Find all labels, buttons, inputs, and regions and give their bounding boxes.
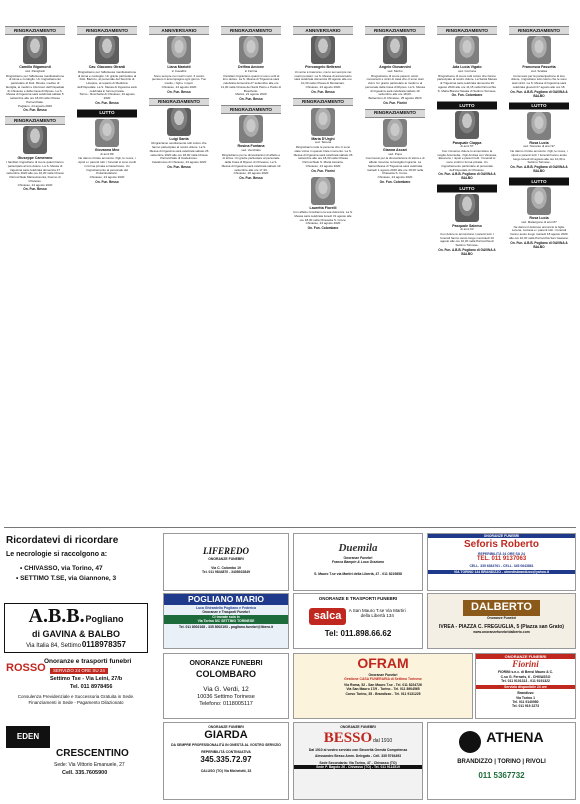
ad-pogliano — [163, 593, 289, 649]
ad-liferedo-sub: ONORANZE FUNEBRI — [208, 557, 244, 562]
notice-text: Commossi per la dimostrazione di stima e di affetto ricevuta, la famiglia ringrazia. La Santa Messa di Trigesima sarà celebrata martedì 1 agosto 2020 alle ore 18,00 nella Chiesetta S. Croce. — [365, 156, 425, 176]
ad-brand2-tel2: Tel. 011 919 2273 — [511, 704, 540, 708]
notice-header: RINGRAZIAMENTO — [437, 26, 497, 35]
ad-ofram — [293, 653, 473, 719]
deceased-name: Delfina Amione — [237, 65, 265, 70]
portrait-photo — [455, 194, 479, 222]
ad-giarda-line1: REPERIBILITÀ CONTINUATIVA — [201, 750, 251, 755]
notice-header: RINGRAZIAMENTO — [5, 26, 65, 35]
ad-duemila — [293, 533, 423, 591]
notice-header: LUTTO — [509, 102, 569, 111]
obituary-notice — [509, 102, 569, 174]
notice-header: RINGRAZIAMENTO — [149, 98, 209, 107]
deceased-name: Pasquale Salemo — [452, 223, 482, 228]
ad-pogliano-phone: Tel. 011 8002168 - 335 8002193 - pogliano.funebri@libero.it — [178, 624, 274, 629]
obituary-notice — [149, 98, 209, 169]
deceased-name: Maria D'Urghi — [311, 136, 335, 141]
ad-salca-phone: Tel: 011.898.66.62 — [324, 629, 392, 639]
deceased-name: Cav. Giacomo Girardi — [88, 65, 126, 70]
notice-header: RINGRAZIAMENTO — [365, 109, 425, 118]
deceased-name: Giovanna Meo — [94, 148, 120, 153]
deceased-name: Giuseppe Camerano — [17, 155, 53, 160]
ad-ricordatevi-line1: • CHIVASSO, via Torino, 47 — [20, 565, 103, 573]
deceased-name: Liana Mariotti — [167, 65, 191, 70]
ad-fiorini-title: ONORANZE FUNEBRI — [476, 654, 575, 659]
ad-seforis-brand: Seforis Roberto — [463, 539, 539, 551]
ad-fiorini-line3: Tel. 011 9101313 - 011 9191322 — [501, 678, 550, 683]
notice-header: LUTTO — [77, 109, 137, 118]
ad-seforis-title: ONORANZE FUNEBRI — [428, 534, 575, 538]
ad-seforis — [427, 533, 576, 591]
notice-text: Con affetto ricordiamo la sua dolcezza. La S. Messa sarà celebrata lunedì 31 agosto alle ore 18,00 nella Chiesetta S. Croce. — [293, 210, 353, 222]
deceased-subtitle: di anni 57 — [460, 144, 474, 149]
ad-ofram-line4: Corso Torino, 35 - Brandizzo - Tel. 011 9131225 — [345, 691, 421, 696]
notice-header: RINGRAZIAMENTO — [365, 26, 425, 35]
ad-colombaro-town: 10036 Settimo Torinese — [197, 694, 255, 701]
obituary-notice — [509, 177, 569, 249]
portrait-photo — [455, 36, 479, 64]
ad-rosso-addr: Settimo Tse - Via Leini, 27/b — [50, 676, 123, 682]
ad-colombaro-title: ONORANZE FUNEBRI — [189, 660, 263, 667]
ad-colombaro — [163, 653, 289, 719]
notice-header: LUTTO — [437, 101, 497, 110]
obituary-notice — [149, 26, 209, 94]
notice-place-date: Chivasso, 24 agosto 2020 — [89, 175, 125, 180]
ad-rosso-note: Consulenza Previdenziale e Successoria Gratuita in Sede. Finanziamenti in Sede - Pagamento Dilazionato — [17, 694, 135, 705]
notice-text: Sono sempre nei nostri cuori. Il nostro pensiero ti accompagna ogni giorno. Tuo marito, i figli e i nipoti. — [151, 73, 207, 86]
funeral-home-name: On. Fun. Colombaro — [379, 179, 411, 184]
portrait-photo — [311, 108, 335, 136]
funeral-home-name: On. Fun. Besso — [239, 97, 263, 102]
ad-salca-brand: salca — [309, 608, 347, 626]
deceased-name: Rosa Lucia — [529, 140, 549, 145]
notice-header: RINGRAZIAMENTO — [5, 116, 65, 125]
ad-abb-name: di GAVINA & BALBO — [32, 629, 120, 639]
notice-place-date: Pogliano, 24 agosto 2020 — [17, 103, 53, 108]
ad-colombaro-addr: Via G. Verdi, 12 — [203, 686, 249, 693]
deceased-name: Francesca Fassetta — [522, 65, 556, 70]
ad-ricordatevi-line2: • SETTIMO T.SE, via Giannone, 3 — [16, 575, 117, 583]
funeral-home-name: On. Fun. Besso — [23, 108, 47, 113]
obituary-column — [76, 26, 138, 188]
funeral-home-name: On. Fun. A.B.B. Pogliano di GAVINA & BALBO — [510, 240, 568, 249]
obituary-notice — [509, 26, 569, 98]
deceased-subtitle: ved. Morbo — [387, 68, 403, 73]
funeral-home-name: On. Fun. Besso — [167, 89, 191, 94]
portrait-photo — [311, 177, 335, 205]
ad-duemila-brand: Duemila — [338, 542, 378, 554]
ad-abb-town: Pogliano — [85, 614, 124, 624]
deceased-subtitle: ved. Corriuna — [457, 68, 476, 73]
deceased-subtitle: di anni 63 — [460, 227, 474, 232]
obituary-column — [292, 26, 354, 234]
ad-colombaro-brand: COLOMBARO — [196, 668, 256, 679]
ad-athena-phone: 011 5367732 — [478, 770, 525, 780]
notice-place-date: Chivasso, 24 agosto 2020 — [377, 175, 413, 180]
notice-header: ANNIVERSARIO — [293, 26, 353, 35]
deceased-subtitle: di anni 89 — [100, 151, 114, 156]
ad-eden — [4, 722, 148, 800]
funeral-home-name: On. Fun. Besso — [95, 179, 119, 184]
funeral-home-name: On. Fun. A.B.B. Pogliano di GAVINA & BALBO — [510, 89, 568, 98]
portrait-photo — [167, 36, 191, 64]
notice-text: I familiari ringraziano quanti si sono uniti al loro dolore. La S. Messa di Trigesima sarà celebrata domenica 27 settembre alle ore 11,00 nella Chiesa dei Santi Pietro e Paolo di Boschetto. — [221, 73, 281, 93]
funeral-home-name: On. Fun. Besso — [239, 176, 263, 181]
notice-header: RINGRAZIAMENTO — [293, 98, 353, 107]
notice-place-date: Mazzè, 21 agosto 2020 — [235, 92, 267, 97]
notice-place-date: Chivasso, 24 agosto 2020 — [305, 84, 341, 89]
ad-besso-title: ONORANZE FUNEBRI — [340, 725, 376, 729]
obituary-column — [220, 26, 282, 184]
obituary-column — [148, 26, 210, 173]
ad-seforis-cell: CELL. 335 6384761 - CELL. 345 0643861 — [469, 563, 534, 568]
portrait-photo — [383, 36, 407, 64]
notice-header: RINGRAZIAMENTO — [221, 26, 281, 35]
deceased-subtitle: ved. Scalisa — [530, 68, 548, 73]
ad-giarda-sub: DA SEMPRE PROFESSIONALITÀ IN ONESTÀ AL VOSTRO SERVIZIO — [171, 743, 281, 747]
ad-brand2-brand: Brandizzo — [517, 691, 534, 696]
ad-besso-line4: Sede P. Bagolo 26 - Chivasso (TO) - Tel. 011 9114519 — [294, 765, 422, 769]
notice-header: RINGRAZIAMENTO — [221, 105, 281, 114]
notice-text: Commossi per la partecipazione al loro dolore, ringraziano tutti coloro che le sono stati vicini. La S. Messa di trigesima sarà celebrata giovedì 27 agosto alle ore 18. — [511, 73, 567, 89]
ad-rosso-tel: Tel. 011 8978456 — [70, 684, 113, 690]
ad-brand2-line1: Via Torino 1 — [515, 695, 536, 700]
deceased-name: Lauretta Fiorelli — [309, 205, 337, 210]
portrait-photo — [95, 36, 119, 64]
notice-place-date: Chivasso, 24 agosto 2020 — [305, 163, 341, 168]
ad-athena-line1: BRANDIZZO | TORINO | RIVOLI — [457, 759, 546, 765]
deceased-name: Rosa Lucia — [529, 216, 549, 221]
deceased-name: Piercangelo Beltrami — [305, 65, 341, 70]
obituary-notice — [365, 109, 425, 184]
notice-place-date: Chivasso, 24 agosto 2020 — [161, 84, 197, 89]
deceased-name: Luigi Santa — [169, 136, 189, 141]
ad-pogliano-line2: Onoranze e Trasporti Funebri — [202, 609, 250, 614]
ad-eden-brand: EDEN — [6, 726, 50, 748]
obituary-notice — [221, 105, 281, 180]
portrait-photo — [23, 36, 47, 64]
ad-giarda-brand: GIARDA — [204, 729, 248, 742]
ad-abb-addr: Via Italia 84, Settimo — [26, 643, 81, 650]
obituary-column — [436, 26, 498, 260]
obituary-notice — [293, 26, 353, 94]
notice-header: LUTTO — [509, 177, 569, 186]
funeral-home-name: On. Fun. Colombaro — [307, 226, 339, 231]
ad-seforis-note: REPERIBILITÀ 24 ORE SU 24 — [478, 551, 525, 556]
obituary-notice — [293, 98, 353, 173]
portrait-photo — [527, 187, 551, 215]
ad-dalberto — [427, 593, 576, 649]
notice-text: Ne danno il triste annuncio i figli, le nuore, i nipoti e i parenti tutti. I funerali si sono svolti in forma privata a Castelrosso. Un ringraziamento al personale del Poliambulatorio. — [77, 156, 137, 176]
ad-dalberto-phone: www.onoranzefunebridalberto.com — [473, 630, 530, 635]
ad-besso-line3: Sede Secondaria: Via Torino, 47 - Chivasso (TO) — [319, 760, 397, 765]
ad-besso-line1: Dal 1910 al vostro servizio con Sincerità Onestà Competenza — [308, 748, 408, 752]
portrait-photo — [23, 126, 47, 154]
notice-place-date: Torino - Rocchetta di Chivasso, 24 agosto 2020 — [79, 92, 135, 101]
ad-seforis-addr: VIA TORINO 144 BRANDIZZO - olmedisbrandizzo@yahoo.it — [428, 570, 575, 574]
ad-fiorini-box — [475, 653, 576, 719]
ad-abb — [4, 603, 148, 653]
notice-place-date: Chivasso, 24 agosto 2020 — [17, 182, 53, 187]
ad-ofram-brand: OFRAM — [357, 655, 409, 671]
portrait-photo — [455, 111, 479, 139]
deceased-name: Ada Lucia Vigato — [452, 65, 482, 70]
deceased-name: Gianna Ascari — [382, 148, 408, 153]
obituary-notice — [5, 26, 65, 112]
ad-rosso — [4, 656, 148, 720]
deceased-name: Pasquale Ciappa — [452, 140, 482, 145]
ad-besso-brand: BESSO — [323, 730, 373, 747]
obituary-notice — [365, 26, 425, 105]
ad-ricordatevi-title: Ricordatevi di ricordare — [6, 535, 119, 546]
ad-brand2-tel: Tel. 011 9140980 — [512, 699, 539, 704]
ad-seforis-tel: TEL. 011 9137063 — [476, 556, 527, 562]
funeral-home-name: On. Fun. Besso — [23, 187, 47, 192]
notice-header: LUTTO — [437, 184, 497, 193]
notice-text: Ringraziamo per l'affettuosa manifestazione di stima e cordoglio. Un grazie particolare al Dott. Baricco, al personale del Servizio di Hospice, al reparto di Medicina dell'Ospedale. La S. Messa di trigesima sarà celebrata in forma privata. — [77, 69, 137, 93]
obituary-notice — [437, 26, 497, 97]
notice-text: Ringraziamo tutte le persone che ci sono state vicine in questo triste momento. La S. Messa di trigesima sarà celebrata sabato 26 settembre alle ore 18,30 nella Chiesa Parrocchiale S. Maria Assunta. — [293, 145, 353, 165]
ad-besso-line2: Alessandro Besso Amm. Delegato - Cell. 335 5764493 — [315, 754, 401, 759]
ad-rosso-brand: ROSSO — [6, 662, 46, 674]
notice-place-date: Chivasso, 20 agosto 2020 — [233, 171, 269, 176]
portrait-photo — [167, 108, 191, 136]
ad-salca-title: ONORANZE E TRASPORTI FUNEBRI — [318, 596, 398, 601]
portrait-photo — [527, 36, 551, 64]
notice-text: Ringraziamo per l'affettuosa manifestazione di stima e cordoglio. Un ringraziamento particolare al Dott. Minola, medico di famiglia, ai medici e infermieri dell'Ospedale di Chivasso e della Casa di Riposo. La S. Messa di trigesima sarà celebrata sabato 5 settembre alle ore 18,00 nella Chiesa Parrocchiale. — [5, 73, 65, 104]
ad-pogliano-brand: POGLIANO MARIO — [164, 594, 288, 605]
portrait-photo — [95, 119, 119, 147]
ad-dalberto-addr: IVREA - PIAZZA C. FREGUGLIA, 5 (Piazza san Grato) — [439, 624, 564, 630]
funeral-home-name: On. Fun. A.B.B. Pogliano di GAVINA & BALBO — [438, 172, 496, 181]
obituary-notice — [293, 177, 353, 231]
ad-duemila-addr: S. Mauro T.se via Martiri della Libertà, 47 - 011 8219858 — [314, 572, 402, 577]
notice-text: Ringraziamo di cuore parenti, amici, conoscenti e vicini di casa che ci sono stati vicini. Un grazie particolare ai medici e al personale della Casa di Riposo. La S. Messa di trigesima sarà celebrata sabato 19 settembre alle ore 18,00. — [365, 73, 425, 97]
ad-besso-sub: dal 1910 — [373, 738, 393, 745]
obituary-column — [364, 26, 426, 188]
notice-text: I familiari ringraziano di cuore quanti hanno partecipato al loro dolore. La S. Messa di trigesima sarà celebrata domenica 27 settembre 2020 alle ore 10,30 nella Chiesa Parrocchiale Maria Assunta, Duomo di Chivasso. — [6, 160, 64, 183]
deceased-name: Rosina Fontana — [237, 144, 265, 149]
obituary-notice — [5, 116, 65, 191]
ad-salca — [293, 593, 423, 649]
ad-giarda-title: ONORANZE FUNEBRI — [208, 725, 244, 729]
notice-text: Ringraziamo sentitamente tutti coloro che hanno partecipato al nostro dolore. La S. Messa di trigesima sarà celebrata sabato 26 settembre 2020 alle ore 18,00 nella Chiesa Parrocchiale di Castelrosso. — [149, 141, 209, 161]
deceased-name: Angelo Giovannini — [379, 65, 411, 70]
portrait-photo — [239, 115, 263, 143]
ads-divider — [4, 527, 576, 528]
funeral-home-name: On. Fun. Fiorini — [383, 100, 407, 105]
ad-pogliano-line4: Via Torino 5/C SETTIMO TORINESE — [164, 619, 288, 623]
deceased-subtitle: ved. Vecchiato — [241, 147, 261, 152]
ad-ofram-line3: Via San Mauro 17/9 - Torino - Tel. 011 8904565 — [346, 687, 420, 692]
funeral-home-name: On. Fun. Fiorini — [311, 168, 335, 173]
ad-besso — [293, 722, 423, 800]
notice-place-date: Bettemimo di Chivasso, 25 agosto 2020 — [368, 96, 422, 101]
notice-text: Ne danno il doloroso annuncio le figlie Lorena, Luciana e i parenti tutti. I funerali hanno avuto luogo martedì 18 agosto 2020 alle ore 10,30 nella Parrocchia San Gaetano. — [509, 224, 569, 240]
ad-eden-addr: Sede: Via Vittorio Emanuele, 27 — [54, 762, 125, 768]
notice-header: RINGRAZIAMENTO — [509, 26, 569, 35]
ad-fiorini-line2: C.so G. Ferraris, 6 - CHIVASSO — [500, 674, 551, 679]
obituary-notice — [77, 109, 137, 184]
notice-text: Con dolore lo annunciano i parenti tutti. I funerali hanno avuto luogo mercoledì 19 agosto alle ore 10,30 nella Parrocchia di Settimo Torinese. — [440, 231, 494, 248]
ad-eden-title: CRESCENTINO — [56, 748, 129, 759]
ad-liferedo-phone: Tel. 011 9844870 - 3408922849 — [201, 569, 250, 574]
funeral-home-name: On. Fun. A.B.B. Pogliano di GAVINA & BALBO — [510, 165, 568, 174]
ad-rosso-service: SERVIZIO 24 ORE SU 24 — [50, 668, 108, 674]
ad-pogliano-line1: Luca Ghirardello Pogliano e Federica — [196, 605, 256, 610]
athena-logo-icon — [459, 731, 481, 753]
ad-ricordatevi — [4, 533, 148, 603]
ad-fiorini-brand: Fiorini — [512, 659, 539, 669]
portrait-photo — [239, 36, 263, 64]
ad-athena — [427, 722, 576, 800]
obituary-notice — [221, 26, 281, 101]
notice-header: RINGRAZIAMENTO — [77, 26, 137, 35]
ad-eden-cell: Cell. 335.7605900 — [62, 770, 108, 776]
ad-ricordatevi-subtitle: Le necrologie si raccolgono a: — [6, 550, 108, 558]
ad-rosso-title: Onoranze e trasporti funebri — [44, 658, 132, 665]
ad-ofram-sub: Onoranze Funebri — [368, 672, 398, 677]
notice-place-date: Castelrosso di Chivasso, 24 agosto 2020 — [151, 160, 207, 165]
notice-text: Ne danno il triste annuncio i figli, le nuore, i nipoti e parenti tutti. I funerali hanno avuto luogo lunedì 24 agosto alle ore 10,30 a Settimo Torinese. — [510, 149, 568, 165]
deceased-subtitle: ved. Popa — [388, 151, 402, 156]
ad-liferedo — [163, 533, 289, 591]
obituary-column — [508, 26, 570, 253]
portrait-photo — [311, 36, 335, 64]
obituary-notice — [437, 101, 497, 180]
ad-giarda-phone: 345.335.72.97 — [200, 754, 252, 764]
obituary-notice — [437, 184, 497, 256]
obituary-column — [4, 26, 66, 195]
funeral-home-name: On. Fun. Besso — [167, 164, 191, 169]
ad-athena-brand: ATHENA — [486, 729, 544, 746]
funeral-home-name: On. Fun. Besso — [311, 89, 335, 94]
ad-liferedo-addr: Via C. Colombo 19 — [211, 565, 241, 570]
ad-giarda — [163, 722, 289, 800]
notice-text: Ringraziamo di cuore tutti coloro che hanno partecipato al nostro dolore. La Santa Messa di Trigesima sarà celebrata domenica 30 agosto 2020 alle ore 11,15 nella Parrocchia S. Maria Bianca Navata di Settimo Torinese. — [437, 73, 497, 93]
ad-salca-addr: A San Mauro T.se Via Martiri della Libertà 134 — [348, 607, 406, 619]
portrait-photo — [527, 112, 551, 140]
ad-dalberto-sub: Onoranze Funebri — [486, 615, 516, 620]
notice-text: Ringraziamo per le dimostrazioni di affetto e di stima. Un grazie particolare al personale della Casa di Riposo di Chivasso. La S. Messa di trigesima sarà celebrata sabato 19 settembre alle ore 17,30. — [221, 152, 281, 172]
deceased-subtitle: in Cavallini — [171, 68, 187, 73]
ad-ofram-line1: Gestione CASA FUNERARIA di Settimo Torinese — [344, 676, 422, 681]
funeral-home-name: On. Fun. Besso — [95, 100, 119, 105]
deceased-subtitle: ved. Panighetti — [25, 68, 45, 73]
ad-fiorini-note: Servizio disponibile 24 ore — [476, 685, 575, 689]
obituary-notice — [77, 26, 137, 105]
funeral-home-name: On. Fun. Colombaro — [451, 93, 483, 98]
portrait-photo — [383, 119, 407, 147]
ad-liferedo-brand: LIFEREDO — [202, 546, 249, 556]
ad-pogliano-line3: Ci trovate solo in — [164, 615, 288, 619]
notice-text: Con immenso dolore lo annunciano la moglie Antonietta, i figli Andrea con Vanessa, Eleonora, i nipoti e parenti tutti. I funerali si sono svolti in forma privata. Un ringraziamento particolare al personale dell'Ospedale di Chivasso. — [437, 148, 497, 172]
notice-place-date: Chivasso, 24 agosto 2020 — [305, 221, 341, 226]
ad-colombaro-phone: Telefono: 0118005117 — [199, 701, 253, 707]
deceased-subtitle: ved. Mattergone di anni 87 — [521, 219, 557, 224]
deceased-name: Camillo Bigamonti — [19, 65, 51, 70]
ad-giarda-addr: CALUSO (TO) Via Michelotti, 33 — [200, 768, 252, 773]
ad-fiorini-line1: FIORINI s.n.c. di Bensi Mauro & C. — [497, 670, 553, 675]
ad-abb-phone: 0118978357 — [81, 640, 126, 650]
ad-duemila-sub: Onoranze Funebri — [343, 555, 373, 560]
ad-dalberto-brand: DALBERTO — [463, 600, 540, 616]
ad-duemila-extra: Franca Bampin & Luca Graziano — [331, 560, 385, 564]
deceased-subtitle: ved. Nonante di anni 97 — [523, 144, 555, 149]
ad-abb-brand: A.B.B. — [28, 605, 85, 627]
ad-ofram-line2: Via Roma, 52 - San Mauro T.se - Tel. 011 8224726 — [344, 683, 422, 687]
notice-header: ANNIVERSARIO — [149, 26, 209, 35]
deceased-subtitle: in Fiorina — [244, 68, 258, 73]
funeral-home-name: On. Fun. A.B.B. Pogliano di GAVINA & BALBO — [438, 247, 496, 256]
deceased-subtitle: ved. Tetrena — [314, 140, 332, 145]
notice-text: Un anno è trascorso, ma tu sei sempre nei nostri pensieri. La S. Messa di anniversario sarà celebrata domenica 30 agosto alle ore 10,30 nella Chiesa di Montanaro. — [294, 69, 352, 86]
